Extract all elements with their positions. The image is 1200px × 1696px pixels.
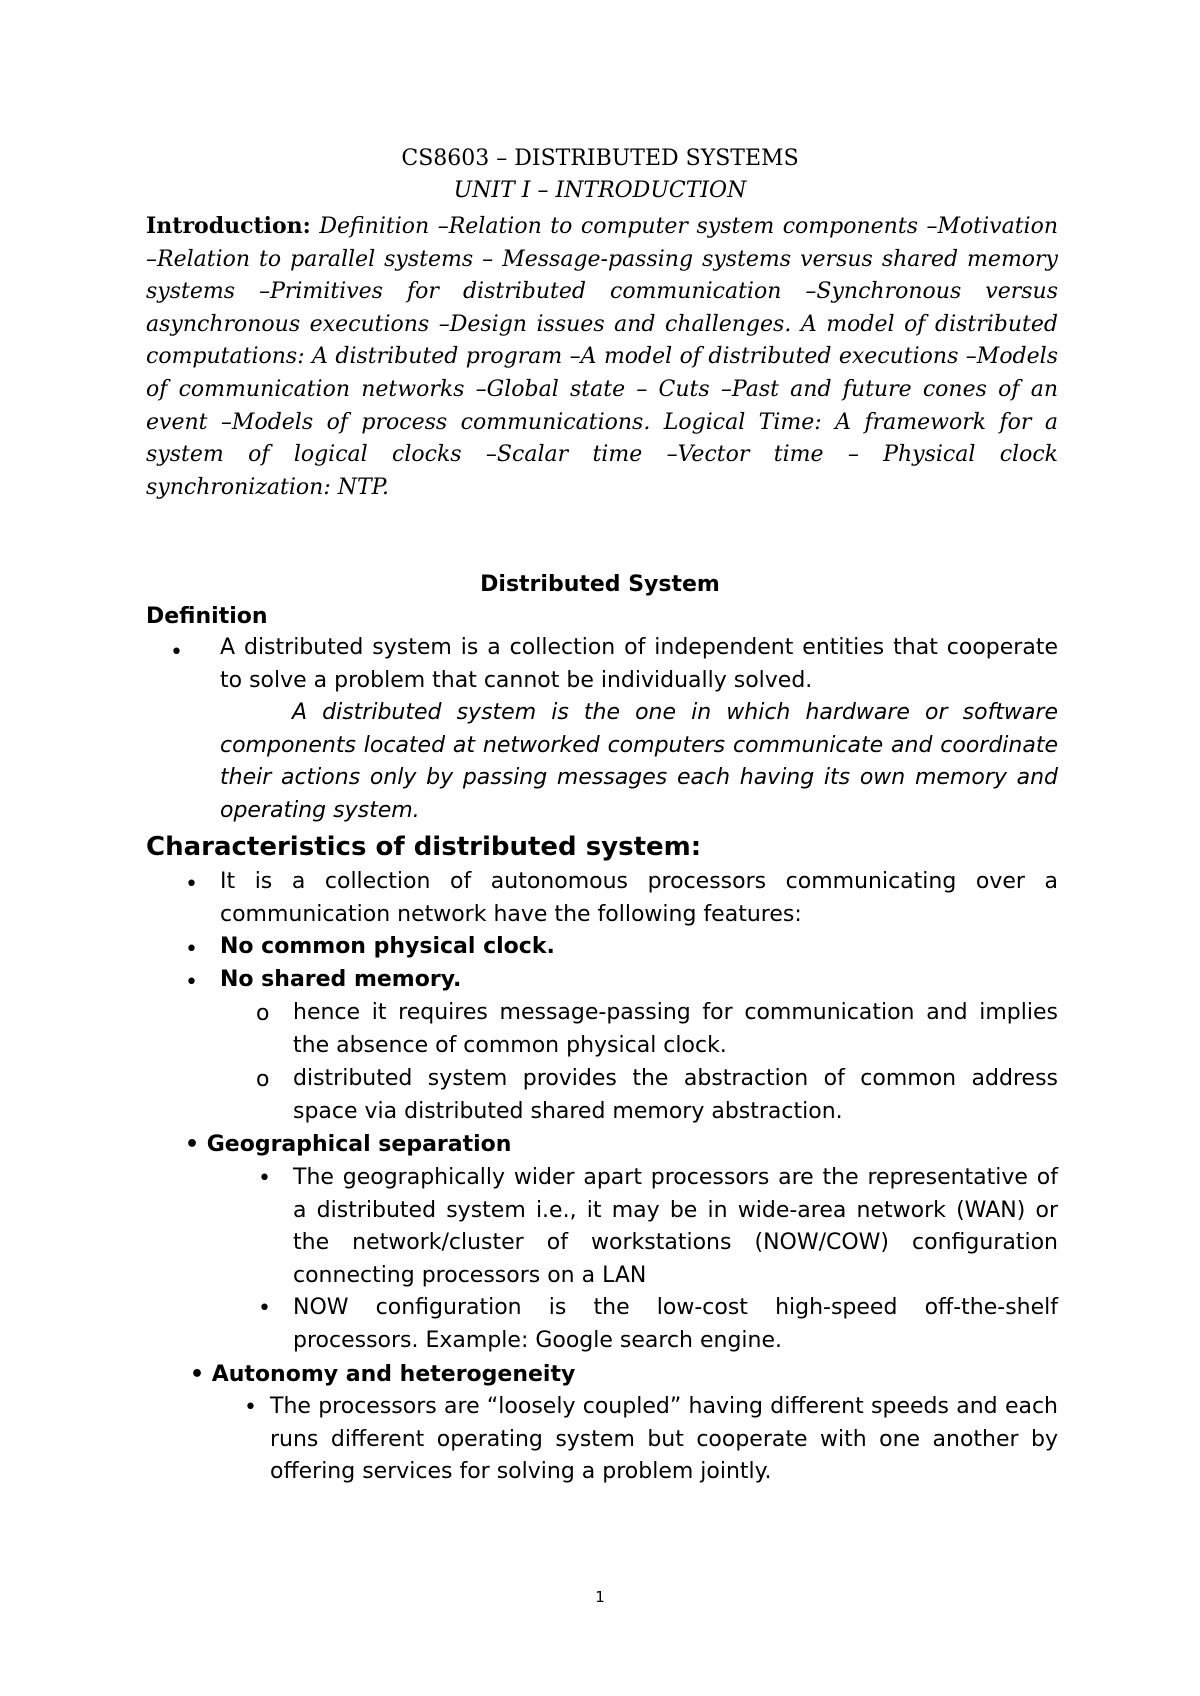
- geo-item-now: NOW configuration is the low-cost high-speed off-the-shelf processors. Example: Google search engine.: [293, 1295, 1058, 1353]
- bullet-icon: •: [185, 970, 198, 995]
- intro-text: Definition –Relation to computer system components –Motivation –Relation to parallel systems – Message-passing systems versus shared memory systems –Primitives for distributed communication –Synchronous versus asynchronous executions –Design issues and challenges. A model of distributed computations: A distributed program –A model of distributed executions –Models of communication networks –Global state – Cuts –Past and future cones of an event –Models of process communications. Logical Time: A framework for a system of logical clocks –Scalar time –Vector time – Physical clock synchronization: NTP.: [146, 214, 1059, 500]
- bullet-icon: •: [244, 1395, 257, 1420]
- bullet-icon: •: [185, 1132, 200, 1157]
- autonomy-item: The processors are “loosely coupled” having different speeds and each runs different operating system but cooperate with one another by offering services for solving a problem jointly.: [270, 1394, 1058, 1485]
- geographical-separation-heading: [185, 1129, 885, 1162]
- no-common-clock: No common physical clock.: [220, 934, 555, 959]
- no-shared-memory: No shared memory.: [220, 967, 462, 992]
- sub-item-message-passing: hence it requires message-passing for communication and implies the absence of common physical clock.: [293, 1000, 1058, 1058]
- geographical-separation-label: Geographical separation: [206, 1132, 512, 1157]
- page-number: 1: [595, 1588, 605, 1606]
- bullet-icon: •: [185, 872, 198, 897]
- definition-heading: Definition: [146, 604, 268, 629]
- section-title: Distributed System: [480, 572, 720, 597]
- unit-heading: UNIT I – INTRODUCTION: [453, 178, 747, 203]
- circle-bullet-icon: o: [256, 1001, 270, 1026]
- definition-text: A distributed system is a collection of independent entities that cooperate to solve a problem that cannot be individually solved.: [220, 635, 1058, 693]
- bullet-icon: •: [185, 937, 198, 962]
- characteristics-heading: Characteristics of distributed system:: [146, 832, 702, 862]
- characteristics-intro: It is a collection of autonomous processors communicating over a communication network have the following features:: [220, 869, 1058, 927]
- geo-item-wan: The geographically wider apart processors are the representative of a distributed system i.e., it may be in wide-area network (WAN) or the network/cluster of workstations (NOW/COW) configuration connecting processors on a LAN: [293, 1165, 1058, 1288]
- bullet-icon: •: [190, 1362, 205, 1387]
- autonomy-label: Autonomy and heterogeneity: [211, 1362, 576, 1387]
- circle-bullet-icon: o: [256, 1067, 270, 1092]
- intro-label: Introduction:: [146, 213, 311, 239]
- document-title: CS8603 – DISTRIBUTED SYSTEMS: [401, 146, 799, 171]
- sub-item-shared-memory-abstraction: distributed system provides the abstraction of common address space via distributed shared memory abstraction.: [293, 1066, 1058, 1124]
- bullet-icon: •: [170, 640, 183, 665]
- definition-italic-text: A distributed system is the one in which hardware or software components located at networked computers communicate and coordinate their actions only by passing messages each having its own memory and operating system.: [220, 700, 1058, 823]
- intro-paragraph: [146, 210, 1058, 504]
- bullet-icon: •: [258, 1166, 271, 1191]
- autonomy-heading: [190, 1359, 890, 1392]
- bullet-icon: •: [258, 1296, 271, 1321]
